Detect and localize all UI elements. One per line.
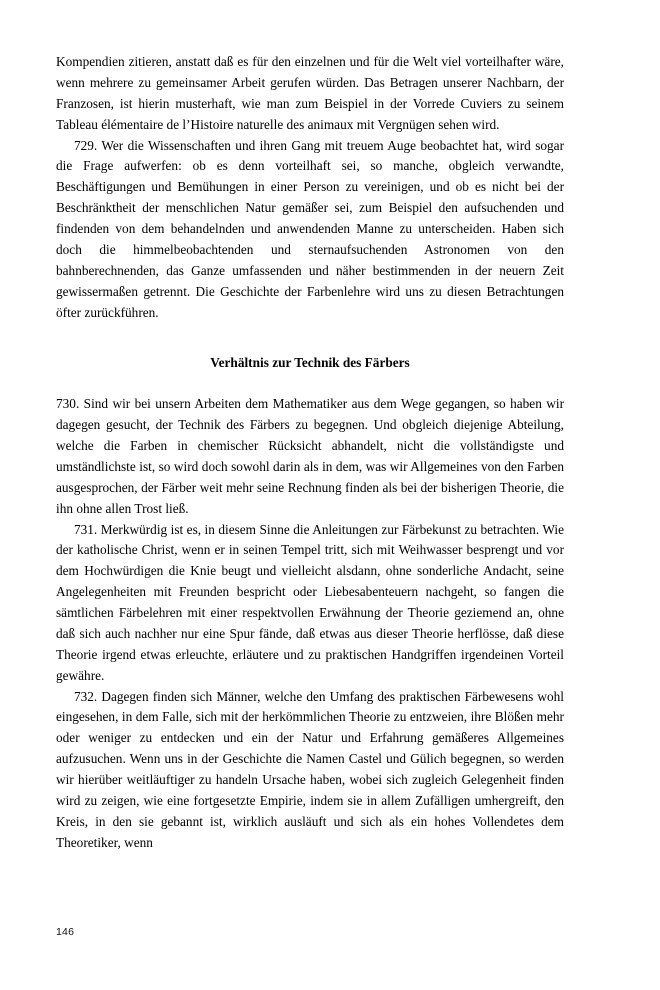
page-body [56,52,564,854]
paragraph-732: 732. Dagegen finden sich Männer, welche den Umfang des praktischen Färbewesens wohl eingesehen, in dem Falle, sich mit der herkömmlichen Theorie zu entzweien, ihre Blößen mehr oder weniger zu entdecken und ein der Natur und Erfahrung gemäßeres Allgemeines aufzusuchen. Wenn uns in der Geschichte die Namen Castel und Gülich begegnen, so werden wir hierüber weitläuftiger zu handeln Ursache haben, wobei sich zugleich Gelegenheit finden wird zu zeigen, wie eine fortgesetzte Empirie, indem sie in allem Zufälligen umhergreift, den Kreis, in den sie gebannt ist, wirklich ausläuft und sich als ein hohes Vollendetes dem Theoretiker, wenn [56,688,564,850]
page-number: 146 [56,926,75,938]
paragraph-731: 731. Merkwürdig ist es, in diesem Sinne die Anleitungen zur Färbekunst zu betrachten. Wie der katholische Christ, wenn er in seinen Tempel tritt, sich mit Weihwasser besprengt und vor dem Hochwürdigen die Knie beugt und vielleicht alsdann, ohne sonderliche Andacht, seine Angelegenheiten mit Freunden bespricht oder Liebesabenteuern nachgeht, so fangen die sämtlichen Färbelehren mit einer respektvollen Erwähnung der Theorie geziemend an, ohne daß sich auch nachher nur eine Spur fände, daß etwas aus dieser Theorie herflösse, daß diese Theorie irgend etwas erleuchte, erläutere und zu praktischen Handgriffen irgendeinen Vorteil gewähre. [56,521,564,683]
paragraph-continuation: Kompendien zitieren, anstatt daß es für den einzelnen und für die Welt viel vorteilhafter wäre, wenn mehrere zu gemeinsamer Arbeit gerufen würden. Das Betragen unserer Nachbarn, der Franzosen, ist hierin musterhaft, wie man zum Beispiel in der Vorrede Cuviers zu seinem Tableau élémentaire de l’Histoire naturelle des animaux mit Vergnügen sehen wird. [56,54,564,132]
paragraph-730: 730. Sind wir bei unsern Arbeiten dem Mathematiker aus dem Wege gegangen, so haben wir dagegen gesucht, der Technik des Färbers zu begegnen. Und obgleich diejenige Abteilung, welche die Farben in chemischer Rücksicht abhandelt, nicht die vollständigste und umständlichste ist, so wird doch sowohl darin als in dem, was wir Allgemeines von den Farben ausgesprochen, der Färber weit mehr seine Rechnung finden als bei der bisherigen Theorie, die ihn ohne allen Trost ließ. [56,396,564,516]
paragraph-729: 729. Wer die Wissenschaften und ihren Gang mit treuem Auge beobachtet hat, wird sogar die Frage aufwerfen: ob es denn vorteilhaft sei, so manche, obgleich verwandte, Beschäftigungen und Bemühungen in einer Person zu vereinigen, und ob es nicht bei der Beschränktheit der menschlichen Natur gemäßer sei, zum Beispiel den aufsuchenden und findenden von dem behandelnden und anwendenden Manne zu unterscheiden. Haben sich doch die himmelbeobachtenden und sternaufsuchenden Astronomen von den bahnberechnenden, das Ganze umfassenden und näher bestimmenden in der neuern Zeit gewissermaßen getrennt. Die Geschichte der Farbenlehre wird uns zu diesen Betrachtungen öfter zurückführen. [56,137,564,320]
section-heading: Verhältnis zur Technik des Färbers [210,355,410,371]
